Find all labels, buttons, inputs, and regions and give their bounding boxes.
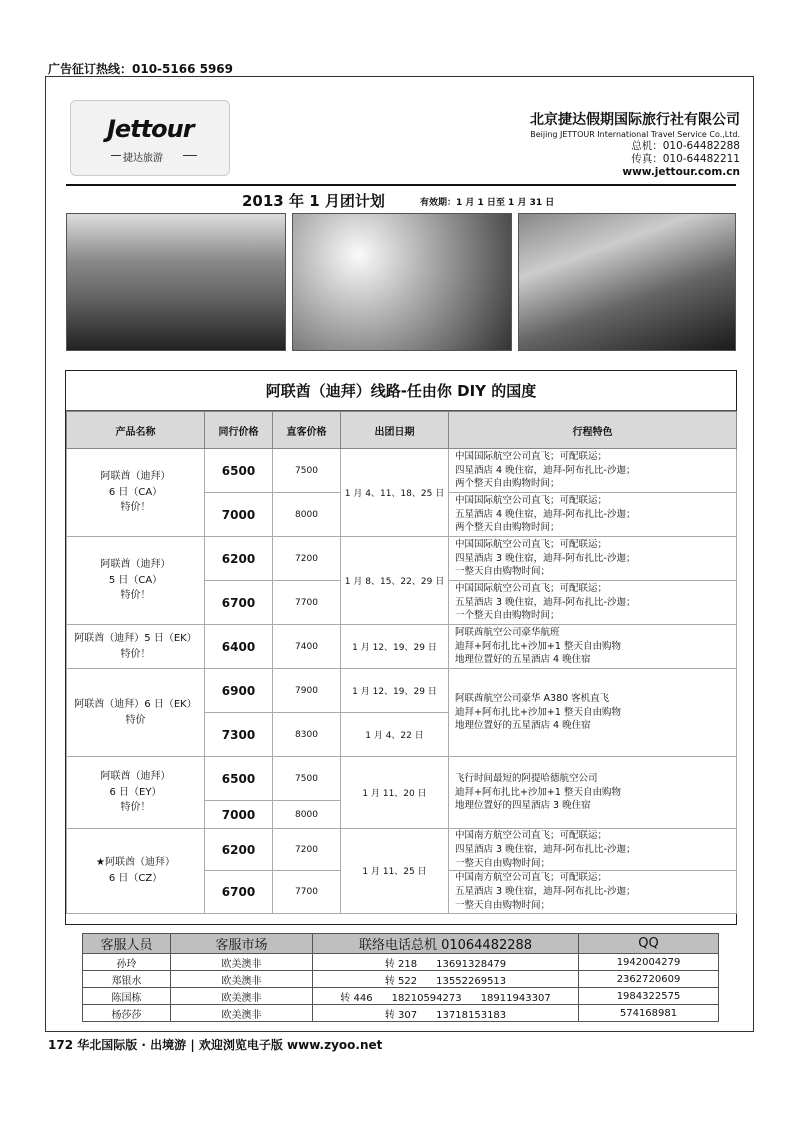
peer-price: 6200 (205, 829, 273, 871)
product-name: 阿联酋（迪拜） 6 日（CA） 特价！ (67, 449, 205, 537)
phone: 转 522 13552269513 (313, 971, 579, 988)
direct-price: 7200 (273, 829, 341, 871)
itinerary-features: 中国南方航空公司直飞；可配联运； 四星酒店 3 晚住宿，迪拜-阿布扎比-沙迦； 一整天自由购物时间； (449, 829, 737, 871)
table-row (83, 988, 719, 1005)
peer-price: 6400 (205, 625, 273, 669)
product-name: 阿联酋（迪拜）5 日（EK） 特价！ (67, 625, 205, 669)
staff-name: 郑银水 (83, 971, 171, 988)
product-name: 阿联酋（迪拜） 6 日（EY） 特价！ (67, 757, 205, 829)
departure-date: 1 月 4、22 日 (341, 713, 449, 757)
peer-price: 6200 (205, 537, 273, 581)
direct-price: 7200 (273, 537, 341, 581)
itinerary-features: 飞行时间最短的阿提哈德航空公司 迪拜+阿布扎比+沙加+1 整天自由购物 地理位置好的四星酒店 3 晚住宿 (449, 757, 737, 829)
table-row (67, 625, 737, 669)
photo-temple-portrait (518, 213, 736, 351)
direct-price: 7500 (273, 757, 341, 801)
logo-divider (111, 155, 121, 156)
product-name: ★阿联酋（迪拜） 6 日（CZ） (67, 829, 205, 914)
table-row (67, 757, 737, 801)
direct-price: 8300 (273, 713, 341, 757)
departure-date: 1 月 12、19、29 日 (341, 669, 449, 713)
direct-price: 8000 (273, 801, 341, 829)
staff-name: 陈国栋 (83, 988, 171, 1005)
qq: 574168981 (579, 1005, 719, 1022)
itinerary-features: 阿联酋航空公司豪华 A380 客机直飞 迪拜+阿布扎比+沙加+1 整天自由购物 地理位置好的五星酒店 4 晚住宿 (449, 669, 737, 757)
direct-price: 7700 (273, 581, 341, 625)
peer-price: 6900 (205, 669, 273, 713)
itinerary-features: 中国国际航空公司直飞；可配联运； 四星酒店 4 晚住宿，迪拜-阿布扎比-沙迦； 两个整天自由购物时间； (449, 449, 737, 493)
staff-name: 孙玲 (83, 954, 171, 971)
peer-price: 6700 (205, 581, 273, 625)
peer-price: 6500 (205, 449, 273, 493)
logo-divider (183, 155, 197, 156)
staff-name: 杨莎莎 (83, 1005, 171, 1022)
itinerary-features: 阿联酋航空公司豪华航班 迪拜+阿布扎比+沙加+1 整天自由购物 地理位置好的五星酒店 4 晚住宿 (449, 625, 737, 669)
column-header: 客服人员 (83, 934, 171, 954)
column-header: 出团日期 (341, 412, 449, 449)
company-phone: 总机：010-64482288 (631, 139, 740, 152)
itinerary-features: 中国南方航空公司直飞；可配联运； 五星酒店 3 晚住宿，迪拜-阿布扎比-沙迦； 一整天自由购物时间； (449, 871, 737, 913)
route-title: 阿联酋（迪拜）线路-任由你 DIY 的国度 (66, 371, 736, 411)
phone: 转 218 13691328479 (313, 954, 579, 971)
market: 欧美澳非 (171, 988, 313, 1005)
company-name: 北京捷达假期国际旅行社有限公司 (530, 112, 740, 128)
phone: 转 307 13718153183 (313, 1005, 579, 1022)
company-info (530, 112, 740, 179)
column-header: QQ (579, 934, 719, 954)
peer-price: 6700 (205, 871, 273, 913)
departure-date: 1 月 12、19、29 日 (341, 625, 449, 669)
market: 欧美澳非 (171, 971, 313, 988)
column-header: 直客价格 (273, 412, 341, 449)
jettour-logo (70, 100, 230, 176)
table-row (67, 449, 737, 493)
table-row (83, 971, 719, 988)
qq: 1984322575 (579, 988, 719, 1005)
column-header: 同行价格 (205, 412, 273, 449)
photo-pyramid-portrait (292, 213, 512, 351)
itinerary-features: 中国国际航空公司直飞；可配联运； 五星酒店 4 晚住宿，迪拜-阿布扎比-沙迦； 两个整天自由购物时间； (449, 493, 737, 537)
ad-hotline: 广告征订热线：010-5166 5969 (48, 62, 234, 76)
company-website[interactable]: www.jettour.com.cn (622, 165, 740, 178)
direct-price: 7500 (273, 449, 341, 493)
header-rule (66, 184, 736, 186)
route-table-box (65, 370, 737, 925)
direct-price: 7400 (273, 625, 341, 669)
itinerary-features: 中国国际航空公司直飞；可配联运； 四星酒店 3 晚住宿，迪拜-阿布扎比-沙迦； 一整天自由购物时间； (449, 537, 737, 581)
column-header: 行程特色 (449, 412, 737, 449)
direct-price: 7900 (273, 669, 341, 713)
itinerary-features: 中国国际航空公司直飞；可配联运； 五星酒店 3 晚住宿，迪拜-阿布扎比-沙迦； 一个整天自由购物时间； (449, 581, 737, 625)
validity: 有效期：1 月 1 日至 1 月 31 日 (420, 198, 555, 208)
market: 欧美澳非 (171, 954, 313, 971)
column-header: 联络电话总机 01064482288 (313, 934, 579, 954)
page-footer: 172 华北国际版 · 出境游 | 欢迎浏览电子版 www.zyoo.net (48, 1038, 383, 1052)
column-header: 客服市场 (171, 934, 313, 954)
departure-date: 1 月 11、25 日 (341, 829, 449, 914)
table-row (67, 537, 737, 581)
peer-price: 6500 (205, 757, 273, 801)
qq: 1942004279 (579, 954, 719, 971)
direct-price: 8000 (273, 493, 341, 537)
table-row (67, 669, 737, 713)
peer-price: 7300 (205, 713, 273, 757)
logo-cn-text: 捷达旅游 (123, 153, 163, 164)
peer-price: 7000 (205, 801, 273, 829)
route-table (66, 411, 737, 914)
market: 欧美澳非 (171, 1005, 313, 1022)
product-name: 阿联酋（迪拜）6 日（EK） 特价 (67, 669, 205, 757)
departure-date: 1 月 11、20 日 (341, 757, 449, 829)
qq: 2362720609 (579, 971, 719, 988)
photo-couple-harbor (66, 213, 286, 351)
table-row (83, 954, 719, 971)
plan-title: 2013 年 1 月团计划 (242, 192, 385, 210)
service-table (82, 933, 719, 1022)
logo-text: Jettour (107, 115, 194, 143)
departure-date: 1 月 8、15、22、29 日 (341, 537, 449, 625)
company-name-en: Beijing JETTOUR International Travel Service Co.,Ltd. (530, 129, 740, 139)
departure-date: 1 月 4、11、18、25 日 (341, 449, 449, 537)
table-row (83, 1005, 719, 1022)
product-name: 阿联酋（迪拜） 5 日（CA） 特价！ (67, 537, 205, 625)
table-row (67, 829, 737, 871)
column-header: 产品名称 (67, 412, 205, 449)
peer-price: 7000 (205, 493, 273, 537)
phone: 转 446 18210594273 18911943307 (313, 988, 579, 1005)
direct-price: 7700 (273, 871, 341, 913)
company-fax: 传真：010-64482211 (631, 152, 740, 165)
